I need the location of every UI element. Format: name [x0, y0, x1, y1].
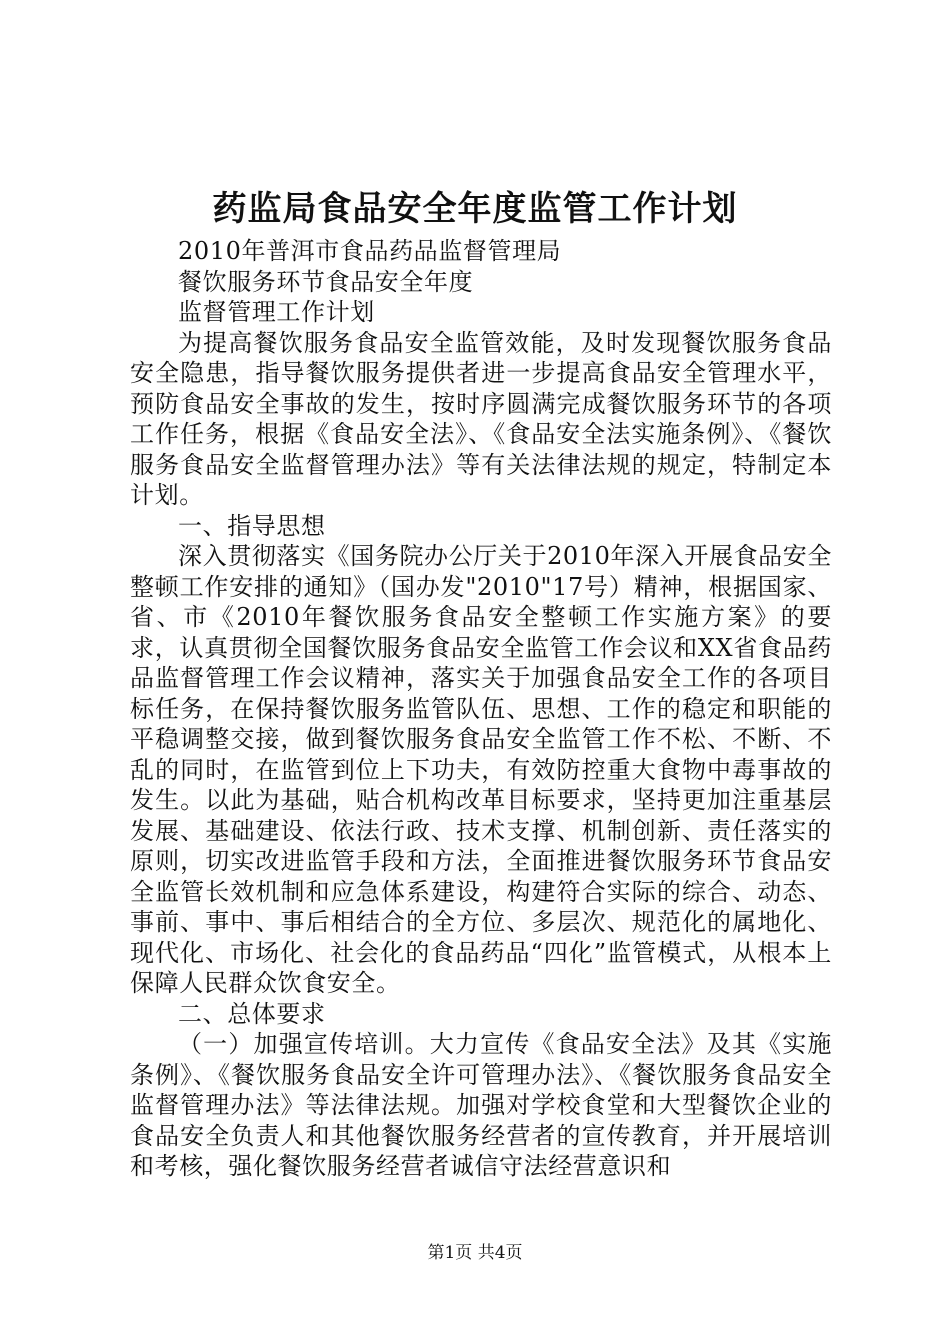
section-heading-guiding-thought: 一、指导思想: [178, 511, 326, 540]
header-line-plan: 监督管理工作计划: [178, 298, 375, 326]
intro-paragraph: 为提高餐饮服务食品安全监管效能，及时发现餐饮服务食品安全隐患，指导餐饮服务提供者进一步提高食品安全管理水平，预防食品安全事故的发生，按时序圆满完成餐饮服务环节的各项工作任务，根据《食品安全法》、《食品安全法实施条例》、《餐饮服务食品安全监督管理办法》等有关法律法规的规定，特制定本计划。: [130, 328, 832, 509]
header-line-year-bureau: 2010年普洱市食品药品监督管理局: [178, 237, 562, 265]
document-title: 药监局食品安全年度监管工作计划: [212, 189, 738, 229]
section-heading-overall-requirements: 二、总体要求: [178, 999, 326, 1028]
header-line-subject: 餐饮服务环节食品安全年度: [178, 267, 474, 296]
requirement-1-paragraph: （一）加强宣传培训。大力宣传《食品安全法》及其《实施条例》、《餐饮服务食品安全许可管理办法》、《餐饮服务食品安全监督管理办法》等法律法规。加强对学校食堂和大型餐饮企业的食品安全负责人和其他餐饮服务经营者的宣传教育，并开展培训和考核，强化餐饮服务经营者诚信守法经营意识和: [130, 1030, 832, 1180]
guiding-thought-paragraph: 深入贯彻落实《国务院办公厅关于2010年深入开展食品安全整顿工作安排的通知》（国办发"2010"17号）精神，根据国家、省、市《2010年餐饮服务食品安全整顿工作实施方案》的要求，认真贯彻全国餐饮服务食品安全监管工作会议和XX省食品药品监督管理工作会议精神，落实关于加强食品安全工作的各项目标任务，在保持餐饮服务监管队伍、思想、工作的稳定和职能的平稳调整交接，做到餐饮服务食品安全监管工作不松、不断、不乱的同时，在监管到位上下功夫，有效防控重大食物中毒事故的发生。以此为基础，贴合机构改革目标要求，坚持更加注重基层发展、基础建设、依法行政、技术支撑、机制创新、责任落实的原则，切实改进监管手段和方法，全面推进餐饮服务环节食品安全监管长效机制和应急体系建设，构建符合实际的综合、动态、事前、事中、事后相结合的全方位、多层次、规范化的属地化、现代化、市场化、社会化的食品药品“四化”监管模式，从根本上保障人民群众饮食安全。: [130, 542, 832, 997]
document-body: [130, 236, 832, 1182]
page-number-footer: 第1页 共4页: [427, 1243, 523, 1263]
